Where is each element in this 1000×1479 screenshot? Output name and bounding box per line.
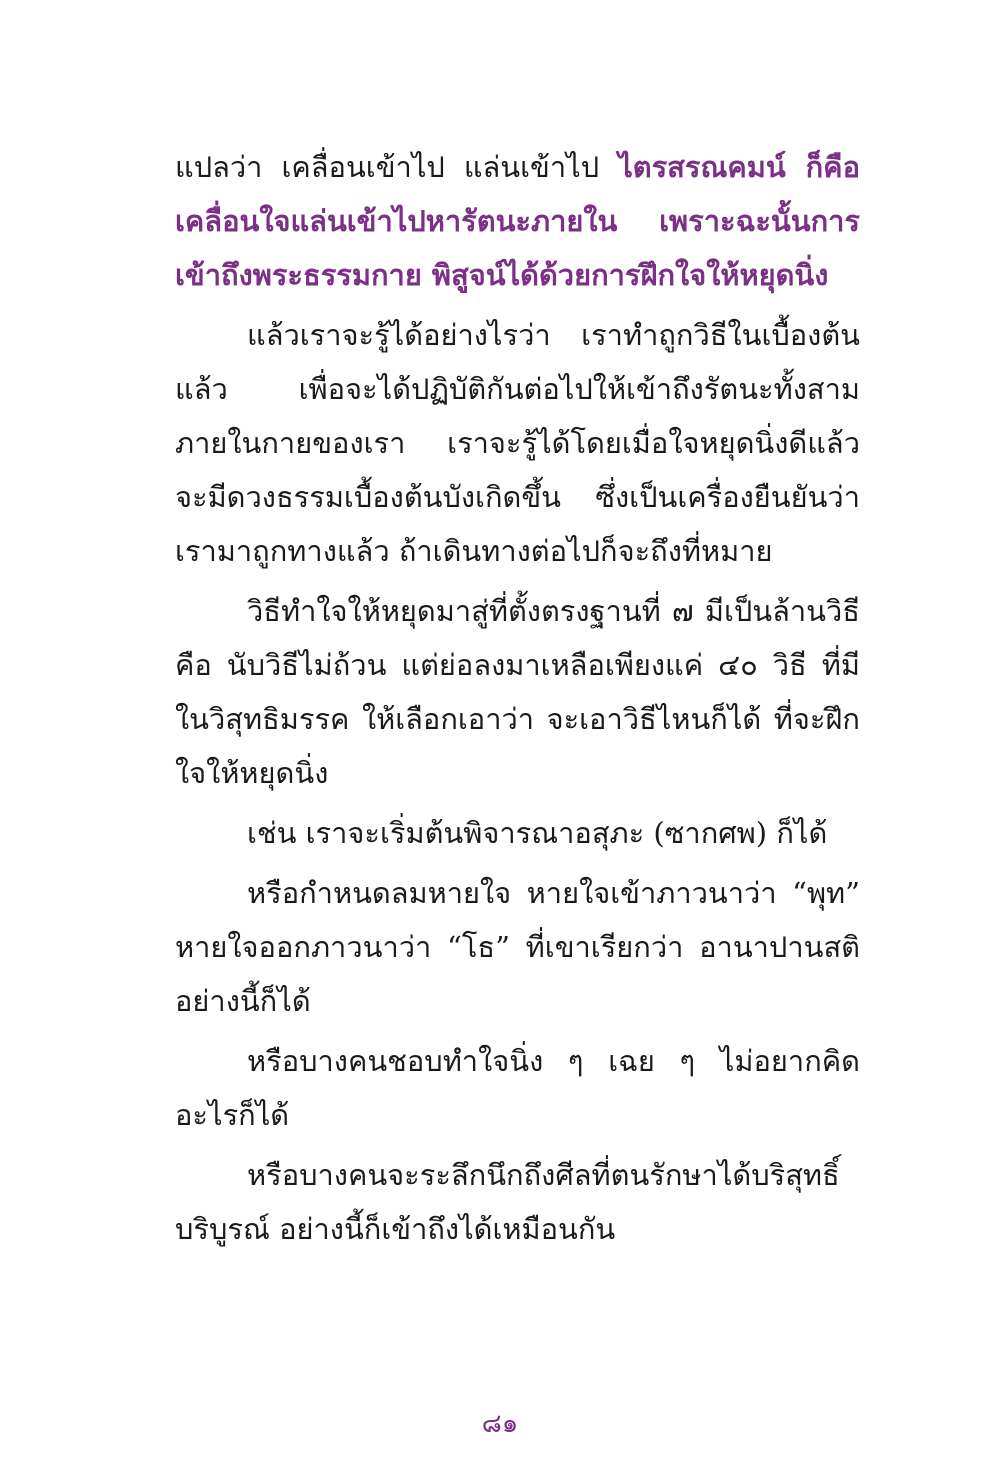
paragraph-1 (175, 140, 860, 302)
paragraph-5: หรือกำหนดลมหายใจ หายใจเข้าภาวนาว่า “พุท” หายใจออกภาวนาว่า “โธ” ที่เขาเรียกว่า อานาปานสติอย่างนี้ก็ได้ (175, 876, 860, 1018)
paragraph-4: เช่น เราจะเริ่มต้นพิจารณาอสุภะ (ซากศพ) ก็ได้ (247, 816, 828, 850)
paragraph-1-highlight: ไตรสรณคมน์ ก็คือ เคลื่อนใจแล่นเข้าไปหารัตนะภายใน เพราะฉะนั้นการเข้าถึงพระธรรมกาย พิสูจน์ได้ด้วยการฝึกใจให้หยุดนิ่ง (175, 150, 860, 292)
paragraph-2: แล้วเราจะรู้ได้อย่างไรว่า เราทำถูกวิธีในเบื้องต้นแล้ว เพื่อจะได้ปฏิบัติกันต่อไปให้เข้าถึงรัตนะทั้งสาม ภายในกายของเรา เราจะรู้ได้โดยเมื่อใจหยุดนิ่งดีแล้ว จะมีดวงธรรมเบื้องต้นบังเกิดขึ้น ซึ่งเป็นเครื่องยืนยันว่า เรามาถูกทางแล้ว ถ้าเดินทางต่อไปก็จะถึงที่หมาย (175, 318, 860, 568)
paragraph-1-plain: แปลว่า เคลื่อนเข้าไป แล่นเข้าไป (175, 150, 619, 184)
page-body (175, 140, 860, 1262)
paragraph-3: วิธีทำใจให้หยุดมาสู่ที่ตั้งตรงฐานที่ ๗ มีเป็นล้านวิธี คือ นับวิธีไม่ถ้วน แต่ย่อลงมาเหลือเพียงแค่ ๔๐ วิธี ที่มีในวิสุทธิมรรค ให้เลือกเอาว่า จะเอาวิธีไหนก็ได้ ที่จะฝึกใจให้หยุดนิ่ง (175, 594, 860, 790)
paragraph-6: หรือบางคนชอบทำใจนิ่ง ๆ เฉย ๆ ไม่อยากคิดอะไรก็ได้ (175, 1044, 860, 1132)
page-number: ๘๑ (481, 1409, 519, 1439)
paragraph-7: หรือบางคนจะระลึกนึกถึงศีลที่ตนรักษาได้บริสุทธิ์บริบูรณ์ อย่างนี้ก็เข้าถึงได้เหมือนกัน (175, 1158, 840, 1246)
